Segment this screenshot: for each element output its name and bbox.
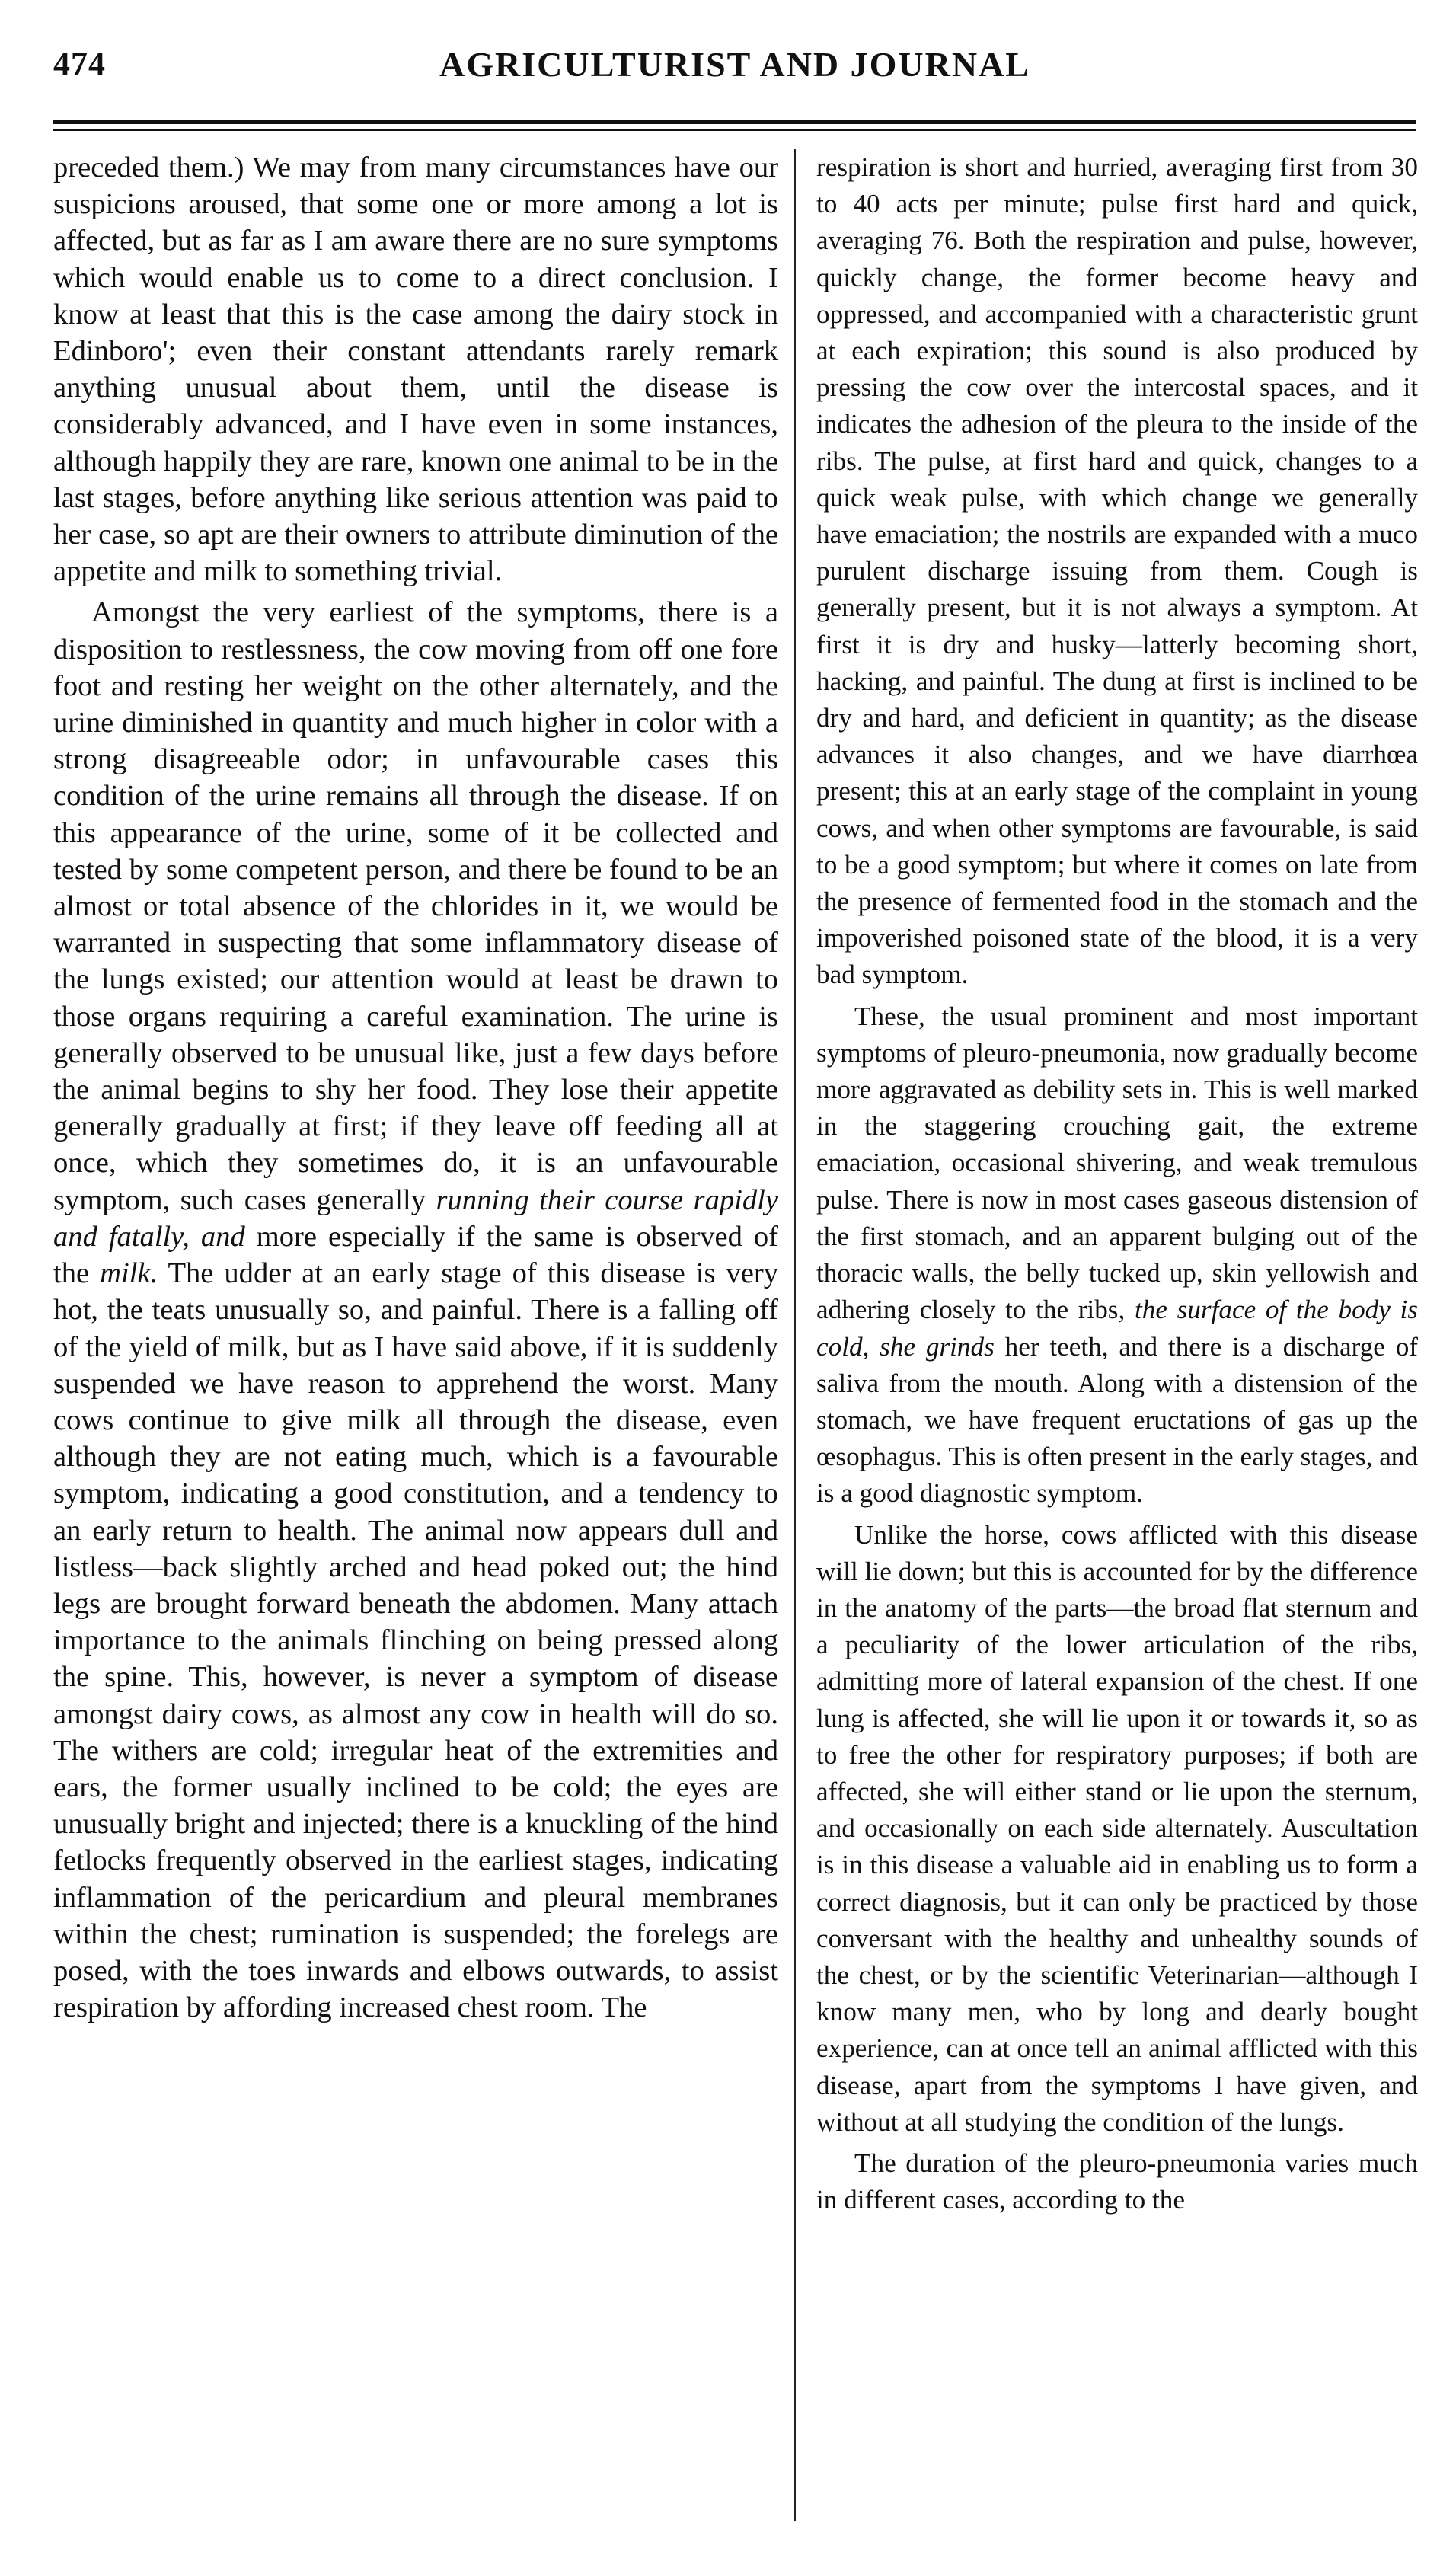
italic-text-run: milk.	[100, 1257, 158, 1290]
paragraph: The duration of the pleuro-pneumonia varies much in different cases, according to the	[816, 2148, 1418, 2215]
text-run: more especially if the same is observed of the	[53, 1220, 778, 1290]
text-run: her teeth, and there is a discharge of saliva from the mouth. Along with a distension of the stomach, we have frequent eructations of gas up the œsophagus. This is often present in the early stages, and is a good diagnostic symptom.	[816, 1331, 1418, 1509]
italic-text-run: the surface of the body is cold, she grinds	[816, 1295, 1418, 1362]
paragraph: respiration is short and hurried, averaging first from 30 to 40 acts per minute; pulse first hard and quick, averaging 76. Both the respiration and pulse, however, quickly change, the former become heavy and oppressed, and accompanied with a characteristic grunt at each expiration; this sound is also produced by pressing the cow over the intercostal spaces, and it indicates the adhesion of the pleura to the inside of the ribs. The pulse, at first hard and quick, changes to a quick weak pulse, with which change we generally have emaciation; the nostrils are expanded with a muco purulent discharge issuing from them. Cough is generally present, but it is not always a symptom. At first it is dry and husky—latterly becoming short, hacking, and painful. The dung at first is inclined to be dry and hard, and deficient in quantity; as the disease advances it also changes, and we have diarrhœa present; this at an early stage of the complaint in young cows, and when other symptoms are favourable, is said to be a good symptom; but where it comes on late from the presence of fermented food in the stomach and the impoverished poisoned state of the blood, it is a very bad symptom.	[816, 152, 1418, 990]
header-rule-thick	[53, 120, 1416, 124]
paragraph: Unlike the horse, cows afflicted with this disease will lie down; but this is accounted for by the difference in the anatomy of the parts—the broad flat sternum and a peculiarity of the lower articulation of the ribs, admitting more of lateral expansion of the chest. If one lung is affected, she will lie upon it or towards it, so as to free the other for respiratory purposes; if both are affected, she will either stand or lie upon the sternum, and occasionally on each side alternately. Auscultation is in this disease a valuable aid in enabling us to form a correct diagnosis, but it can only be practiced by those conversant with the healthy and unhealthy sounds of the chest, or by the scientific Veterinarian—although I know many men, who by long and dearly bought experience, can at once tell an animal afflicted with this disease, apart from the symptoms I have given, and without at all studying the condition of the lungs.	[816, 1519, 1418, 2137]
left-column	[53, 149, 778, 2518]
text-run: These, the usual prominent and most important symptoms of pleuro-pneumonia, now gradually become more aggravated as debility sets in. This is well marked in the staggering crouching gait, the extreme emaciation, occasional shivering, and weak tremulous pulse. There is now in most cases gaseous distension of the first stomach, and an apparent bulging out of the thoracic walls, the belly tucked up, skin yellowish and adhering closely to the ribs,	[816, 1001, 1418, 1325]
page-header	[53, 44, 1416, 113]
text-run: Amongst the very earliest of the symptoms, there is a disposition to restlessness, the cow moving from off one fore foot and resting her weight on the other alternately, and the urine diminished in quantity and much higher in color with a strong disagreeable odor; in unfavourable cases this condition of the urine remains all through the disease. If on this appearance of the urine, some of it be collected and tested by some competent person, and there be found to be an almost or total absence of the chlorides in it, we would be warranted in suspecting that some inflammatory disease of the lungs existed; our attention would at least be drawn to those organs requiring a careful examination. The urine is generally observed to be unusual like, just a few days before the animal begins to shy her food. They lose their appetite generally gradually at first; if they leave off feeding all at once, which they sometimes do, it is an unfavourable symptom, such cases generally	[53, 596, 778, 1216]
column-divider	[794, 149, 796, 2521]
italic-text-run: running their course rapidly and fatally, and	[53, 1183, 778, 1253]
paragraph	[53, 594, 778, 2026]
running-title: AGRICULTURIST AND JOURNAL	[439, 45, 1030, 84]
header-rule-thin	[53, 129, 1416, 131]
right-column	[816, 149, 1418, 2518]
paragraph	[816, 998, 1418, 1512]
paragraph: preceded them.) We may from many circumstances have our suspicions aroused, that some one or more among a lot is affected, but as far as I am aware there are no sure symptoms which would enable us to come to a direct conclusion. I know at least that this is the case among the dairy stock in Edinboro'; even their constant attendants rarely remark anything unusual about them, until the disease is considerably advanced, and I have even in some instances, although happily they are rare, known one animal to be in the last stages, before anything like serious attention was paid to her case, so apt are their owners to attribute diminution of the appetite and milk to something trivial.	[53, 152, 778, 588]
text-run: The udder at an early stage of this disease is very hot, the teats unusually so, and painful. There is a falling off of the yield of milk, but as I have said above, if it is suddenly suspended we have reason to apprehend the worst. Many cows continue to give milk all through the disease, even although they are not eating much, which is a favourable symptom, indicating a good constitution, and a tendency to an early return to health. The animal now appears dull and listless—back slightly arched and head poked out; the hind legs are brought forward beneath the abdomen. Many attach importance to the animals flinching on being pressed along the spine. This, however, is never a symptom of disease amongst dairy cows, as almost any cow in health will do so. The withers are cold; irregular heat of the extremities and ears, the former usually inclined to be cold; the eyes are unusually bright and injected; there is a knuckling of the hind fetlocks frequently observed in the earliest stages, indicating inflammation of the pericardium and pleural membranes within the chest; rumination is suspended; the forelegs are posed, with the toes inwards and elbows outwards, to assist respiration by affording increased chest room. The	[53, 1257, 778, 2024]
page-number: 474	[53, 45, 106, 82]
